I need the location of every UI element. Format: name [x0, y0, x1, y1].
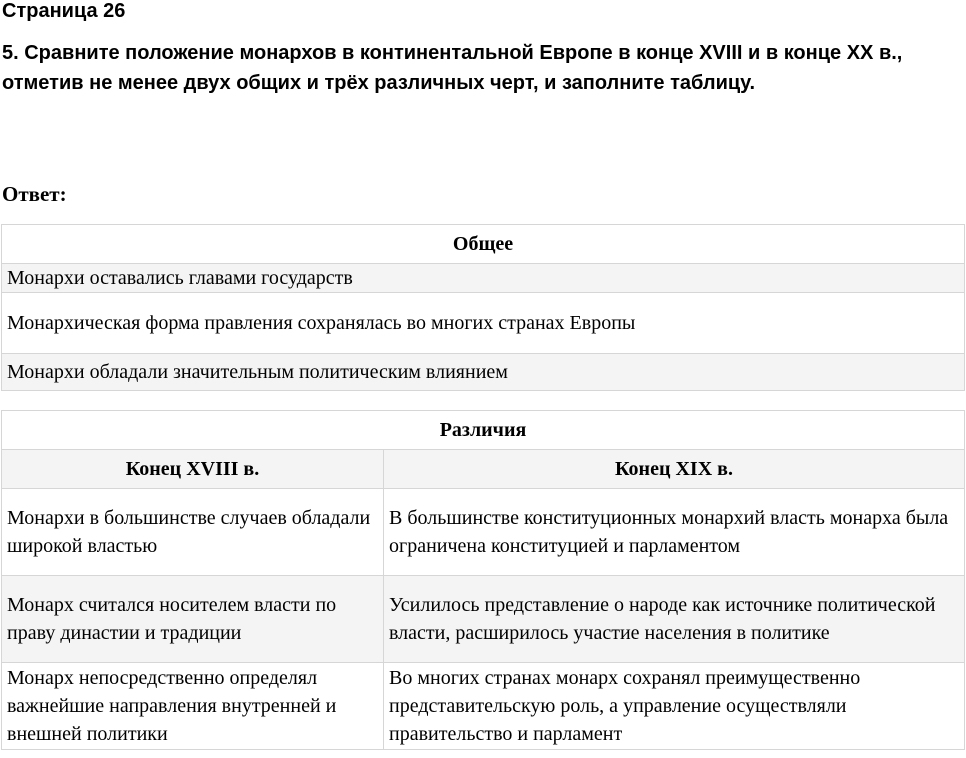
column-header-18th-century: Конец XVIII в. [2, 450, 384, 489]
differences-title: Различия [2, 411, 965, 450]
table-row [2, 264, 965, 293]
column-header-19th-century: Конец XIX в. [384, 450, 965, 489]
table-header-row [2, 450, 965, 489]
table-row [2, 576, 965, 663]
table-cell: Во многих странах монарх сохранял преимущественно представительскую роль, а управление осуществляли правительство и парламент [384, 663, 965, 750]
table-row [2, 489, 965, 576]
common-header: Общее [2, 225, 965, 264]
table-row [2, 293, 965, 354]
page-number-heading: Страница 26 [2, 0, 126, 22]
table-cell: В большинстве конституционных монархий власть монарха была ограничена конституцией и парламентом [384, 489, 965, 576]
table-header-row [2, 225, 965, 264]
table-cell: Усилилось представление о народе как источнике политической власти, расширилось участие населения в политике [384, 576, 965, 663]
table-cell: Монарх считался носителем власти по праву династии и традиции [2, 576, 384, 663]
table-cell: Монархическая форма правления сохранялась во многих странах Европы [2, 293, 965, 354]
common-features-table [1, 224, 965, 391]
table-row [2, 663, 965, 750]
differences-table [1, 410, 965, 750]
answer-label: Ответ: [2, 182, 67, 206]
question-text: 5. Сравните положение монархов в континентальной Европе в конце XVIII и в конце XX в., отметив не менее двух общих и трёх различных черт, и заполните таблицу. [2, 42, 903, 94]
table-cell: Монарх непосредственно определял важнейшие направления внутренней и внешней политики [2, 663, 384, 750]
table-cell: Монархи обладали значительным политическим влиянием [2, 354, 965, 391]
table-cell: Монархи в большинстве случаев обладали широкой властью [2, 489, 384, 576]
table-row [2, 354, 965, 391]
table-cell: Монархи оставались главами государств [2, 264, 965, 293]
table-title-row [2, 411, 965, 450]
